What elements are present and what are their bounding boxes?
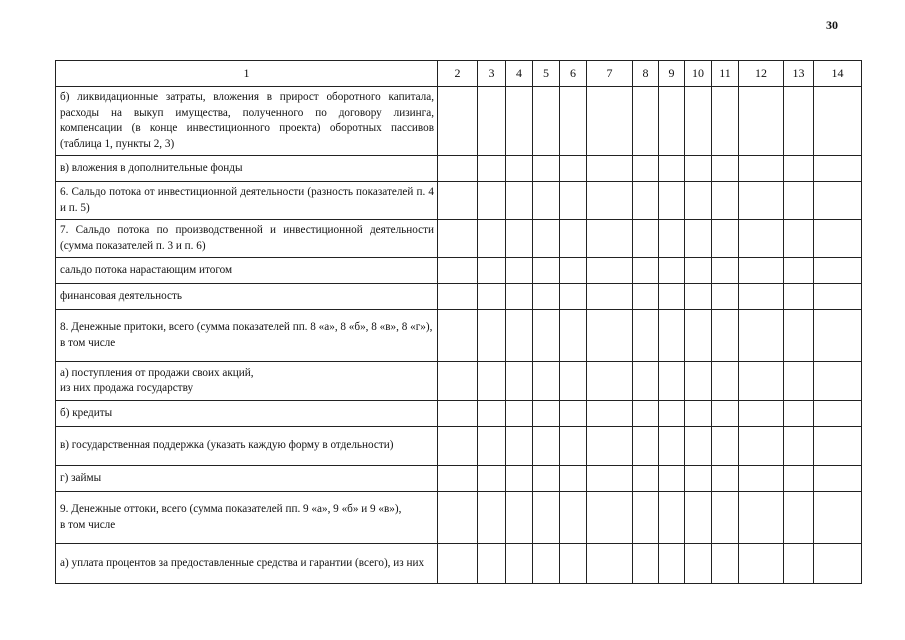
- empty-cell: [739, 492, 784, 544]
- empty-cell: [587, 492, 633, 544]
- column-header: 14: [814, 61, 862, 87]
- empty-cell: [533, 284, 560, 310]
- empty-cell: [784, 401, 814, 427]
- column-header: 5: [533, 61, 560, 87]
- empty-cell: [633, 427, 659, 466]
- table-row: [56, 220, 862, 258]
- table-row: [56, 182, 862, 220]
- empty-cell: [659, 362, 685, 401]
- row-description: сальдо потока нарастающим итогом: [56, 258, 438, 284]
- empty-cell: [659, 182, 685, 220]
- empty-cell: [506, 427, 533, 466]
- table-row: [56, 427, 862, 466]
- empty-cell: [685, 466, 712, 492]
- empty-cell: [814, 466, 862, 492]
- empty-cell: [533, 466, 560, 492]
- empty-cell: [659, 401, 685, 427]
- empty-cell: [712, 466, 739, 492]
- empty-cell: [438, 427, 478, 466]
- empty-cell: [560, 258, 587, 284]
- empty-cell: [685, 362, 712, 401]
- empty-cell: [560, 401, 587, 427]
- empty-cell: [533, 544, 560, 584]
- empty-cell: [506, 258, 533, 284]
- row-description: 6. Сальдо потока от инвестиционной деятельности (разность показателей п. 4 и п. 5): [56, 182, 438, 220]
- empty-cell: [784, 220, 814, 258]
- empty-cell: [478, 362, 506, 401]
- empty-cell: [438, 284, 478, 310]
- empty-cell: [506, 220, 533, 258]
- empty-cell: [685, 544, 712, 584]
- cash-flow-table: [55, 60, 862, 584]
- row-description: финансовая деятельность: [56, 284, 438, 310]
- empty-cell: [659, 466, 685, 492]
- empty-cell: [587, 466, 633, 492]
- empty-cell: [560, 544, 587, 584]
- empty-cell: [739, 220, 784, 258]
- column-header: 11: [712, 61, 739, 87]
- empty-cell: [587, 310, 633, 362]
- empty-cell: [633, 492, 659, 544]
- empty-cell: [712, 362, 739, 401]
- empty-cell: [587, 87, 633, 156]
- empty-cell: [659, 156, 685, 182]
- row-description: г) займы: [56, 466, 438, 492]
- empty-cell: [478, 156, 506, 182]
- empty-cell: [506, 401, 533, 427]
- empty-cell: [633, 220, 659, 258]
- column-header: 8: [633, 61, 659, 87]
- column-header: 12: [739, 61, 784, 87]
- empty-cell: [685, 220, 712, 258]
- empty-cell: [587, 401, 633, 427]
- empty-cell: [659, 284, 685, 310]
- empty-cell: [533, 492, 560, 544]
- table-row: [56, 258, 862, 284]
- empty-cell: [784, 87, 814, 156]
- empty-cell: [659, 258, 685, 284]
- empty-cell: [478, 466, 506, 492]
- empty-cell: [784, 427, 814, 466]
- row-description: в) вложения в дополнительные фонды: [56, 156, 438, 182]
- empty-cell: [739, 427, 784, 466]
- empty-cell: [712, 182, 739, 220]
- empty-cell: [814, 310, 862, 362]
- empty-cell: [560, 362, 587, 401]
- empty-cell: [587, 544, 633, 584]
- empty-cell: [633, 401, 659, 427]
- empty-cell: [506, 87, 533, 156]
- table-row: [56, 156, 862, 182]
- empty-cell: [506, 284, 533, 310]
- empty-cell: [659, 310, 685, 362]
- empty-cell: [560, 220, 587, 258]
- table-row: [56, 492, 862, 544]
- empty-cell: [633, 362, 659, 401]
- empty-cell: [478, 427, 506, 466]
- empty-cell: [784, 362, 814, 401]
- column-header: 4: [506, 61, 533, 87]
- empty-cell: [712, 258, 739, 284]
- empty-cell: [814, 544, 862, 584]
- empty-cell: [478, 401, 506, 427]
- row-description: а) уплата процентов за предоставленные средства и гарантии (всего), из них: [56, 544, 438, 584]
- column-header: 9: [659, 61, 685, 87]
- row-description: б) ликвидационные затраты, вложения в прирост оборотного капитала, расходы на выкуп имущества, полученного по договору лизинга, компенсации (в конце инвестиционного проекта) оборотных пассивов (таблица 1, пункты 2, 3): [56, 87, 438, 156]
- empty-cell: [506, 544, 533, 584]
- header-row: [56, 61, 862, 87]
- empty-cell: [506, 466, 533, 492]
- empty-cell: [739, 401, 784, 427]
- empty-cell: [633, 284, 659, 310]
- empty-cell: [784, 156, 814, 182]
- empty-cell: [533, 401, 560, 427]
- empty-cell: [814, 220, 862, 258]
- empty-cell: [506, 156, 533, 182]
- column-header: 1: [56, 61, 438, 87]
- empty-cell: [739, 310, 784, 362]
- empty-cell: [560, 492, 587, 544]
- row-description: 8. Денежные притоки, всего (сумма показателей пп. 8 «а», 8 «б», 8 «в», 8 «г»), в том числе: [56, 310, 438, 362]
- empty-cell: [712, 492, 739, 544]
- empty-cell: [685, 492, 712, 544]
- column-header: 7: [587, 61, 633, 87]
- empty-cell: [739, 258, 784, 284]
- empty-cell: [633, 544, 659, 584]
- empty-cell: [814, 87, 862, 156]
- page-number: 30: [826, 18, 838, 32]
- empty-cell: [784, 492, 814, 544]
- empty-cell: [478, 220, 506, 258]
- empty-cell: [587, 182, 633, 220]
- table-row: [56, 310, 862, 362]
- empty-cell: [784, 182, 814, 220]
- empty-cell: [478, 284, 506, 310]
- empty-cell: [533, 87, 560, 156]
- empty-cell: [506, 492, 533, 544]
- empty-cell: [478, 182, 506, 220]
- empty-cell: [633, 87, 659, 156]
- empty-cell: [587, 284, 633, 310]
- empty-cell: [633, 466, 659, 492]
- empty-cell: [685, 182, 712, 220]
- empty-cell: [739, 87, 784, 156]
- empty-cell: [560, 284, 587, 310]
- empty-cell: [478, 544, 506, 584]
- empty-cell: [560, 310, 587, 362]
- empty-cell: [659, 544, 685, 584]
- empty-cell: [560, 156, 587, 182]
- table-row: [56, 284, 862, 310]
- empty-cell: [712, 156, 739, 182]
- empty-cell: [478, 87, 506, 156]
- table-row: [56, 87, 862, 156]
- empty-cell: [739, 182, 784, 220]
- empty-cell: [533, 427, 560, 466]
- empty-cell: [712, 284, 739, 310]
- empty-cell: [533, 182, 560, 220]
- empty-cell: [784, 466, 814, 492]
- empty-cell: [814, 156, 862, 182]
- empty-cell: [685, 87, 712, 156]
- empty-cell: [560, 427, 587, 466]
- empty-cell: [712, 544, 739, 584]
- empty-cell: [438, 401, 478, 427]
- empty-cell: [587, 220, 633, 258]
- column-header: 3: [478, 61, 506, 87]
- empty-cell: [587, 362, 633, 401]
- empty-cell: [685, 310, 712, 362]
- empty-cell: [506, 362, 533, 401]
- empty-cell: [587, 258, 633, 284]
- column-header: 6: [560, 61, 587, 87]
- empty-cell: [633, 258, 659, 284]
- empty-cell: [739, 284, 784, 310]
- empty-cell: [438, 156, 478, 182]
- empty-cell: [739, 156, 784, 182]
- empty-cell: [784, 310, 814, 362]
- empty-cell: [438, 258, 478, 284]
- empty-cell: [560, 87, 587, 156]
- empty-cell: [814, 182, 862, 220]
- empty-cell: [739, 544, 784, 584]
- empty-cell: [659, 87, 685, 156]
- empty-cell: [506, 310, 533, 362]
- empty-cell: [685, 401, 712, 427]
- empty-cell: [560, 182, 587, 220]
- empty-cell: [438, 182, 478, 220]
- row-description: 9. Денежные оттоки, всего (сумма показателей пп. 9 «а», 9 «б» и 9 «в»), в том числе: [56, 492, 438, 544]
- empty-cell: [685, 258, 712, 284]
- empty-cell: [712, 310, 739, 362]
- empty-cell: [506, 182, 533, 220]
- table-row: [56, 466, 862, 492]
- empty-cell: [438, 362, 478, 401]
- empty-cell: [438, 492, 478, 544]
- empty-cell: [784, 544, 814, 584]
- empty-cell: [814, 492, 862, 544]
- empty-cell: [739, 466, 784, 492]
- column-header: 13: [784, 61, 814, 87]
- empty-cell: [814, 401, 862, 427]
- empty-cell: [478, 258, 506, 284]
- empty-cell: [438, 220, 478, 258]
- empty-cell: [633, 182, 659, 220]
- empty-cell: [438, 87, 478, 156]
- empty-cell: [633, 310, 659, 362]
- empty-cell: [685, 284, 712, 310]
- empty-cell: [659, 427, 685, 466]
- empty-cell: [533, 220, 560, 258]
- empty-cell: [587, 156, 633, 182]
- empty-cell: [438, 310, 478, 362]
- empty-cell: [659, 492, 685, 544]
- empty-cell: [478, 310, 506, 362]
- empty-cell: [438, 466, 478, 492]
- empty-cell: [633, 156, 659, 182]
- row-description: б) кредиты: [56, 401, 438, 427]
- empty-cell: [533, 258, 560, 284]
- empty-cell: [814, 362, 862, 401]
- empty-cell: [739, 362, 784, 401]
- empty-cell: [784, 284, 814, 310]
- empty-cell: [712, 87, 739, 156]
- empty-cell: [560, 466, 587, 492]
- empty-cell: [712, 220, 739, 258]
- empty-cell: [659, 220, 685, 258]
- empty-cell: [478, 492, 506, 544]
- empty-cell: [814, 284, 862, 310]
- table-row: [56, 362, 862, 401]
- table-row: [56, 544, 862, 584]
- empty-cell: [533, 362, 560, 401]
- empty-cell: [814, 427, 862, 466]
- empty-cell: [685, 156, 712, 182]
- column-header: 2: [438, 61, 478, 87]
- empty-cell: [438, 544, 478, 584]
- row-description: а) поступления от продажи своих акций, из них продажа государству: [56, 362, 438, 401]
- empty-cell: [712, 427, 739, 466]
- table-row: [56, 401, 862, 427]
- empty-cell: [685, 427, 712, 466]
- row-description: 7. Сальдо потока по производственной и инвестиционной деятельности (сумма показателей п. 3 и п. 6): [56, 220, 438, 258]
- row-description: в) государственная поддержка (указать каждую форму в отдельности): [56, 427, 438, 466]
- empty-cell: [814, 258, 862, 284]
- empty-cell: [533, 310, 560, 362]
- table-body: [56, 87, 862, 584]
- column-header: 10: [685, 61, 712, 87]
- empty-cell: [587, 427, 633, 466]
- empty-cell: [533, 156, 560, 182]
- empty-cell: [712, 401, 739, 427]
- empty-cell: [784, 258, 814, 284]
